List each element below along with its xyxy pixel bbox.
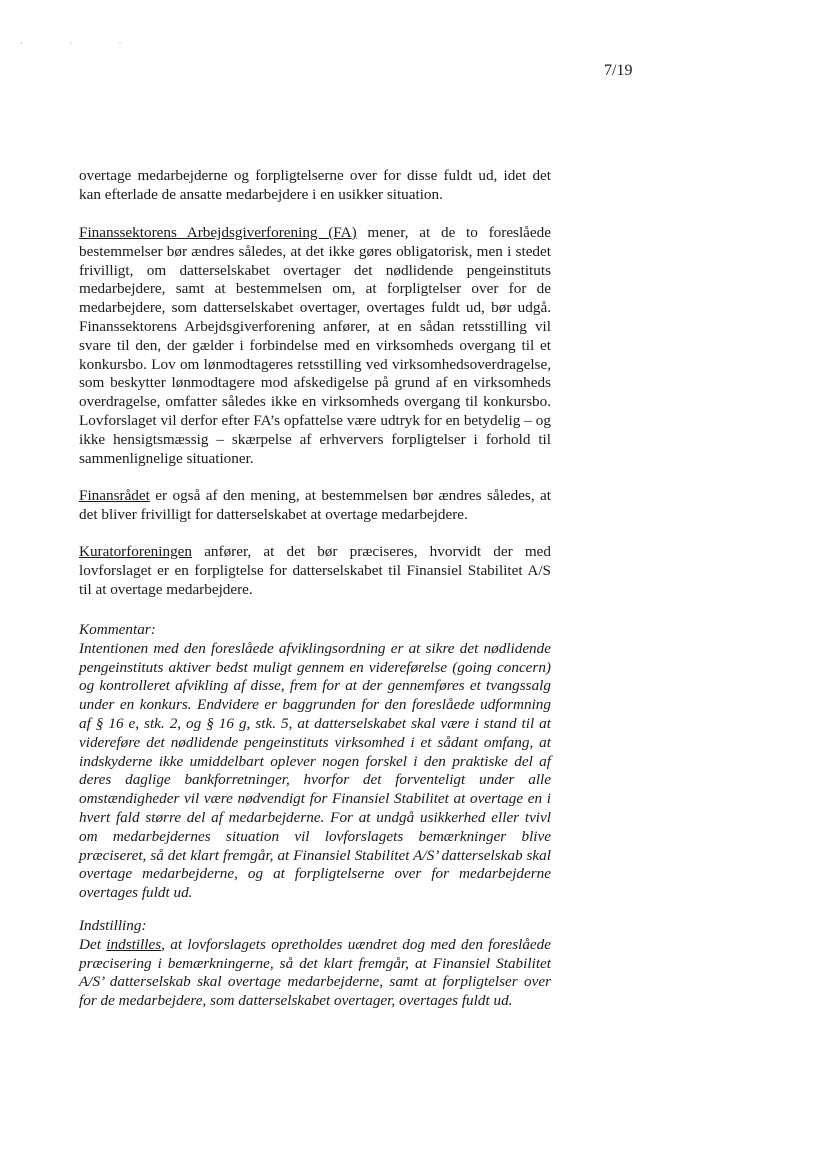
indstilling-label: Indstilling: xyxy=(79,917,147,934)
fa-paragraph xyxy=(79,224,551,468)
kommentar-label: Kommentar: xyxy=(79,621,156,638)
finansraadet-text: er også af den mening, at bestemmelsen bør ændres således, at det bliver frivilligt for datterselskabet at overtage medarbejdere. xyxy=(79,487,551,523)
scan-specks: · · · xyxy=(20,38,144,48)
kommentar-text: Intentionen med den foreslåede afviklingsordning er at sikre det nødlidende pengeinstituts aktiver bedst muligt gennem en videreførelse (going concern) og kontrolleret afvikling af disse, frem for at der gennemføres et tvangssalg under en konkurs. Endvidere er baggrunden for den foreslåede udformning af § 16 e, stk. 2, og § 16 g, stk. 5, at datterselskabet skal være i stand til at videreføre det nødlidende pengeinstituts virksomhed i et sådant omfang, at indskyderne ikke umiddelbart oplever nogen forskel i den praktiske del af deres daglige bankforretninger, hvorfor det forventeligt under alle omstændigheder vil være nødvendigt for Finansiel Stabilitet at overtage en i hvert fald større del af medarbejderne. For at undgå usikkerhed eller tvivl om medarbejdernes situation vil lovforslagets bemærkninger blive præciseret, så det klart fremgår, at Finansiel Stabilitet A/S’ datterselskab skal overtage medarbejderne, og at forpligtelserne over for medarbejderne overtages fuldt ud. xyxy=(79,639,551,902)
kommentar-section xyxy=(79,621,551,903)
indstilling-section xyxy=(79,917,551,1011)
indstilling-emphasis: indstilles xyxy=(106,935,162,953)
fa-org-name: Finanssektorens Arbejdsgiverforening (FA) xyxy=(79,224,357,241)
kurator-paragraph xyxy=(79,543,551,599)
kurator-org-name: Kuratorforeningen xyxy=(79,543,193,560)
indstilling-lead: Det xyxy=(79,935,107,953)
page-number: 7/19 xyxy=(604,62,633,79)
indstilling-text: , at lovforslagets opretholdes uændret dog med den foreslåede præcisering i bemærkningerne, så det klart fremgår, at Finansiel Stabilitet A/S’ datterselskab skal overtage medarbejderne, samt at forpligtelser over for de medarbejdere, som datterselskabet overtager, overtages fuldt ud. xyxy=(79,935,552,1010)
kurator-text: anfører, at det bør præciseres, hvorvidt der med lovforslaget er en forpligtelse for datterselskabet til Finansiel Stabilitet A/S til at overtage medarbejdere. xyxy=(79,543,551,598)
intro-paragraph xyxy=(79,167,551,205)
fa-text: mener, at de to foreslåede bestemmelser bør ændres således, at det ikke gøres obligatorisk, men i stedet frivilligt, om datterselskabet overtager det nødlidende pengeinstituts medarbejdere, samt at bestemmelsen om, at forpligtelser over for de medarbejdere, som datterselskabet overtager, overtages fuldt ud, bør udgå. Finanssektorens Arbejdsgiverforening anfører, at en sådan retsstilling vil svare til den, der gælder i forbindelse med en virksomheds overgang til et konkursbo. Lov om lønmodtageres retsstilling ved virksomhedsoverdragelse, som beskytter lønmodtagere mod afskedigelse på grund af en virksomheds overdragelse, omfatter således ikke en virksomheds overgang til konkursbo. Lovforslaget vil derfor efter FA’s opfattelse være udtryk for en betydelig – og ikke hensigtsmæssig – skærpelse af erhververs forpligtelser i forhold til sammenlignelige situationer. xyxy=(79,224,552,467)
finansraadet-paragraph xyxy=(79,487,551,525)
intro-text: overtage medarbejderne og forpligtelserne over for disse fuldt ud, idet det kan efterlade de ansatte medarbejdere i en usikker situation. xyxy=(79,167,551,203)
finansraadet-org-name: Finansrådet xyxy=(79,487,150,504)
